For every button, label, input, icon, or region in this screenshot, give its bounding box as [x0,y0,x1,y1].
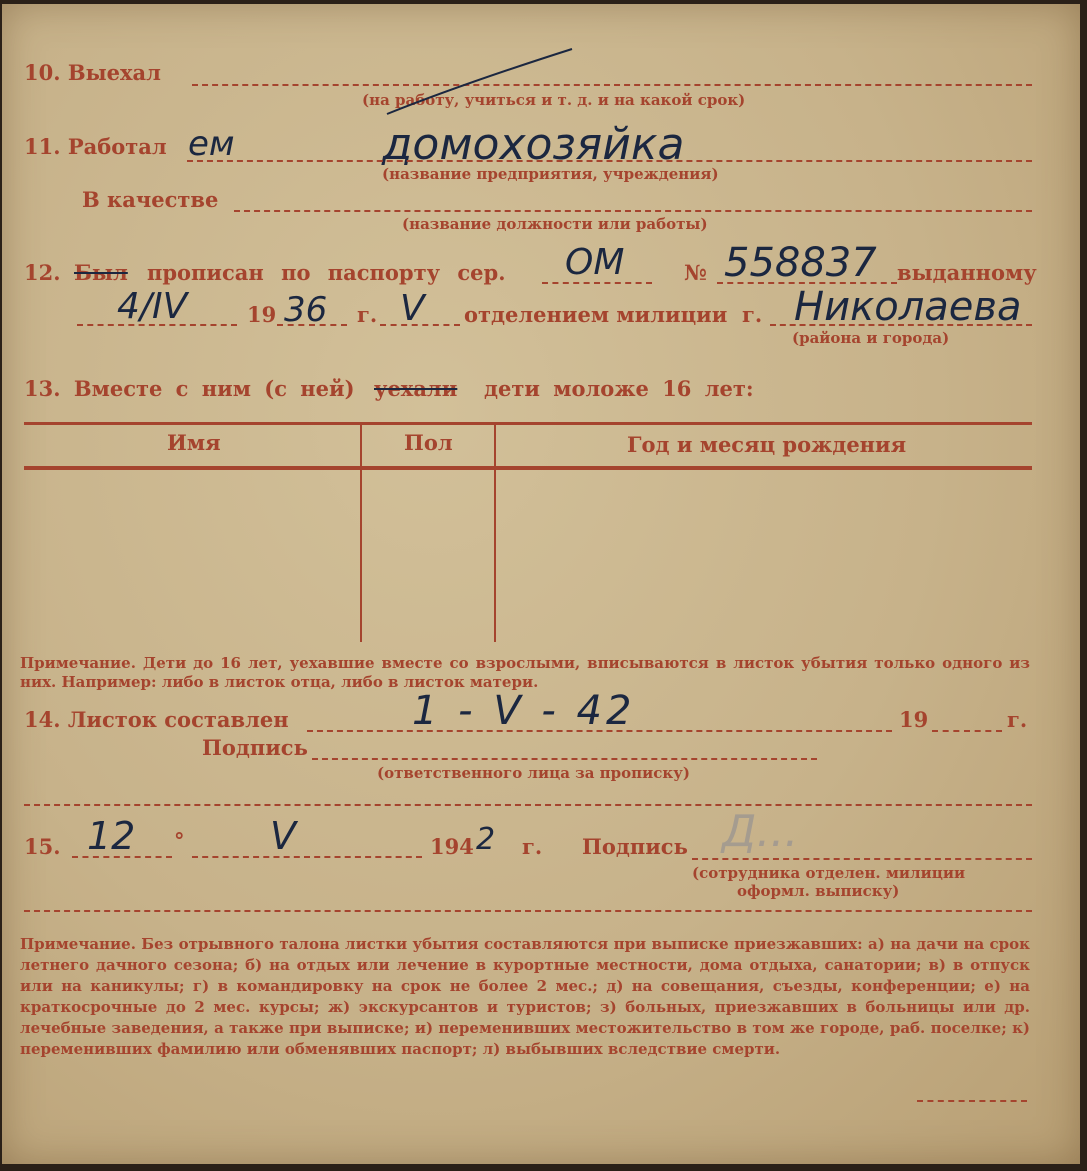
section-15-g: г. [522,834,543,859]
section-11-label: 11. Работал [24,134,167,159]
note-2-title: Примечание. [20,935,136,953]
section-15-month: V [270,814,296,858]
section-15-day-sep: ° [174,828,185,853]
section-15-signature: Д... [722,806,799,857]
section-12-city-prefix: г. [742,302,763,327]
section-10-strike-mark [382,44,582,124]
table-header-birth: Год и месяц рождения [627,432,907,457]
section-10-label: 10. Выехал [24,60,161,85]
section-10-line [192,84,1032,86]
note-1-title: Примечание. [20,654,136,672]
section-14-date: 1 - V - 42 [412,688,636,734]
section-11-line [187,160,1032,162]
section-12-hint-city: (района и города) [792,329,950,347]
table-header-border [24,466,1032,470]
section-13-label-2: дети моложе 16 лет: [484,376,754,401]
section-15-day: 12 [87,814,136,858]
table-top-border [24,422,1032,425]
section-14-label: 14. Листок составлен [24,707,289,732]
section-12-issue-date: 4/IV [117,286,188,327]
section-11-hint-org: (название предприятия, учреждения) [382,165,719,183]
section-15-month-line [192,856,422,858]
note-2-text: Без отрывного талона листки убытия составляются при выписке приезжавших: а) на дачи на срок летнего дачного сезона; б) на отдых или лечение в курортные местности, дома отдыха, санатории; в) в отпуск или на каникулы; г) в командировку на срок не более 2 мес.; д) на совещания, съезды, конференции; е) на краткосрочные до 2 мес. курсы; ж) экскурсантов и туристов; з) больных, приезжавших в больницы или др. лечебные заведения, а также при выписке; и) переменивших местожительство в том же городе, раб. поселке; к) переменивших фамилию или обменявших паспорт; л) выбывших вследствие смерти. [20,935,1030,1058]
table-divider-1 [360,422,362,642]
section-14-sign-line [312,758,817,760]
section-11-role-line [234,210,1032,212]
section-12-passport-number: 558837 [724,240,877,286]
section-divider [24,804,1032,806]
section-11-handwritten-suffix: ем [188,124,235,164]
section-15-sign-label: Подпись [582,834,688,859]
section-12-city: Николаева [794,284,1022,330]
section-12-issued-label: выданному [897,260,1037,285]
section-15-label: 15. [24,834,61,859]
table-header-name: Имя [167,430,221,455]
section-10-hint: (на работу, учиться и т. д. и на какой срок) [362,91,746,109]
section-15-hint-2: оформл. выписку) [737,882,900,900]
section-14-g: г. [1007,707,1028,732]
section-15-sign-line [692,858,1032,860]
section-11-hint-role: (название должности или работы) [402,215,708,233]
section-12-year-suffix: 36 [284,290,328,330]
section-11-role-label: В качестве [82,187,219,212]
note-2 [20,934,1030,1060]
section-12-crossed-word: Был [74,260,128,285]
section-15-year-prefix: 194 [430,834,474,859]
section-14-year-line [932,730,1002,732]
section-15-year-suffix: 2 [476,822,496,857]
section-divider-2 [24,910,1032,912]
section-13-crossed-word: уехали [374,376,458,401]
section-12-dept-number: V [400,288,425,329]
section-12-passport-text: прописан по паспорту сер. [147,260,506,285]
section-14-sign-label: Подпись [202,735,308,760]
section-11-handwritten-value: домохозяйка [382,119,685,170]
note-2-end-line [917,1100,1027,1102]
document-sheet [2,4,1080,1164]
section-12-year-prefix: 19 [247,302,277,327]
section-12-dept-text: отделением милиции [464,302,728,327]
note-1-text: Дети до 16 лет, уехавшие вместе со взрослыми, вписываются в листок убытия только одного из них. Например: либо в листок отца, либо в листок матери. [20,654,1030,691]
section-12-number-label: 12. [24,260,61,285]
note-1 [20,654,1030,691]
section-14-year-prefix: 19 [899,707,929,732]
section-12-number-sign: № [684,260,707,285]
section-12-g: г. [357,302,378,327]
table-header-sex: Пол [404,430,453,455]
table-divider-2 [494,422,496,642]
section-12-series: ОМ [565,242,625,283]
section-14-hint: (ответственного лица за прописку) [377,764,690,782]
section-13-label: 13. Вместе с ним (с ней) [24,376,355,401]
section-15-hint-1: (сотрудника отделен. милиции [692,864,966,882]
